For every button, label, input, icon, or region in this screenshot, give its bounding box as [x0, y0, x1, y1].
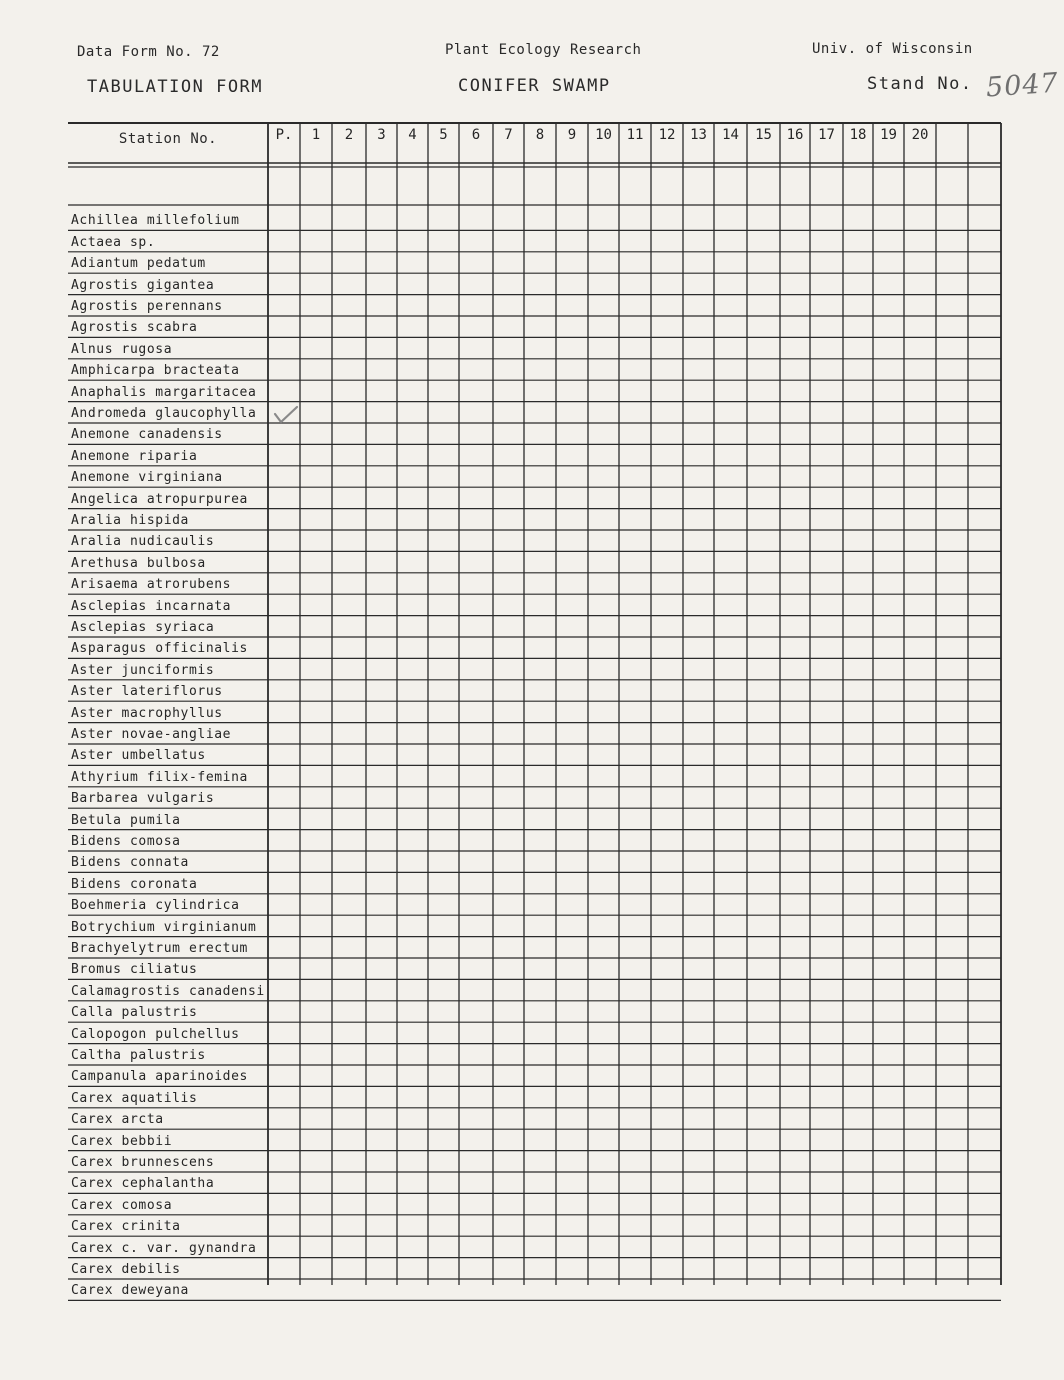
- column-header: 14: [722, 127, 739, 143]
- column-header: 1: [311, 127, 321, 143]
- column-header: 2: [344, 127, 354, 143]
- species-label: Boehmeria cylindrica: [71, 898, 240, 914]
- column-header: 5: [439, 127, 448, 143]
- species-label: Carex cephalantha: [71, 1176, 215, 1192]
- species-label: Arethusa bulbosa: [71, 555, 206, 571]
- species-label: Carex c. var. gynandra: [71, 1240, 257, 1256]
- species-label: Aster junciformis: [71, 662, 215, 678]
- species-label: Asclepias incarnata: [71, 598, 232, 614]
- species-label: Carex aquatilis: [71, 1090, 198, 1106]
- university: Univ. of Wisconsin: [812, 41, 973, 57]
- species-label: Carex brunnescens: [71, 1155, 215, 1170]
- form-number: Data Form No. 72: [77, 44, 220, 60]
- station-number-header: Station No.: [118, 131, 218, 147]
- column-header: 6: [471, 127, 481, 143]
- column-header: 15: [755, 127, 772, 143]
- species-label: Bidens comosa: [71, 834, 181, 849]
- species-label: Actaea sp.: [71, 234, 156, 250]
- column-header: 16: [786, 127, 804, 143]
- species-label: Arisaema atrorubens: [71, 577, 232, 593]
- species-label: Aster novae-angliae: [71, 727, 232, 742]
- form-title: TABULATION FORM: [87, 77, 264, 97]
- species-label: Carex bebbii: [71, 1133, 173, 1149]
- column-header: 8: [535, 127, 545, 143]
- species-label: Agrostis perennans: [71, 299, 223, 314]
- species-label: Alnus rugosa: [71, 341, 173, 357]
- species-label: Anemone canadensis: [71, 427, 223, 443]
- species-label: Botrychium virginianum: [71, 919, 257, 935]
- column-header: 7: [504, 127, 513, 143]
- column-header: 9: [567, 127, 577, 143]
- species-label: Agrostis gigantea: [71, 277, 215, 293]
- column-header: 20: [911, 127, 929, 143]
- species-label: Anemone riparia: [71, 448, 198, 464]
- species-label: Agrostis scabra: [71, 320, 198, 336]
- species-label: Bidens connata: [71, 855, 189, 871]
- stand-number-label: Stand No.: [867, 74, 973, 94]
- species-label: Achillea millefolium: [71, 213, 240, 229]
- stand-number-value: 5047: [985, 67, 1060, 104]
- species-label: Caltha palustris: [71, 1048, 206, 1063]
- species-label: Carex arcta: [71, 1112, 164, 1128]
- column-header: 13: [690, 127, 707, 143]
- species-label: Aralia hispida: [71, 513, 189, 528]
- column-header: 17: [818, 127, 835, 143]
- species-label: Calopogon pulchellus: [71, 1026, 240, 1042]
- species-label: Bromus ciliatus: [71, 962, 198, 978]
- column-header: 10: [595, 127, 612, 143]
- species-label: Barbarea vulgaris: [71, 791, 215, 807]
- form-type: CONIFER SWAMP: [458, 76, 611, 96]
- species-label: Andromeda glaucophylla: [71, 406, 257, 421]
- species-label: Carex comosa: [71, 1197, 173, 1213]
- column-header: 11: [626, 127, 644, 143]
- column-header: 12: [658, 127, 676, 143]
- species-label: Anaphalis margaritacea: [71, 384, 257, 400]
- check-mark-icon: [272, 403, 300, 427]
- column-header: 18: [849, 127, 867, 143]
- species-label: Calamagrostis canadensi: [71, 983, 265, 999]
- column-header: 19: [880, 127, 897, 143]
- species-label: Calla palustris: [71, 1005, 198, 1021]
- species-label: Brachyelytrum erectum: [71, 941, 248, 956]
- species-label: Aster macrophyllus: [71, 705, 223, 721]
- column-header: 4: [408, 127, 417, 143]
- species-label: Aster umbellatus: [71, 748, 206, 764]
- species-label: Amphicarpa bracteata: [71, 363, 240, 379]
- species-label: Carex debilis: [71, 1262, 181, 1277]
- species-label: Bidens coronata: [71, 876, 198, 892]
- species-label: Adiantum pedatum: [71, 256, 206, 272]
- organization: Plant Ecology Research: [445, 42, 642, 58]
- species-label: Carex deweyana: [71, 1283, 189, 1299]
- species-label: Aster lateriflorus: [71, 684, 223, 700]
- species-label: Asclepias syriaca: [71, 620, 215, 635]
- column-header: 3: [377, 127, 386, 143]
- species-label: Anemone virginiana: [71, 470, 223, 486]
- species-label: Carex crinita: [71, 1219, 181, 1235]
- species-label: Asparagus officinalis: [71, 641, 248, 657]
- species-label: Aralia nudicaulis: [71, 534, 215, 550]
- column-header: P.: [275, 127, 293, 143]
- species-label: Angelica atropurpurea: [71, 491, 248, 507]
- species-label: Athyrium filix-femina: [71, 769, 248, 785]
- species-label: Campanula aparinoides: [71, 1069, 248, 1085]
- species-label: Betula pumila: [71, 812, 181, 828]
